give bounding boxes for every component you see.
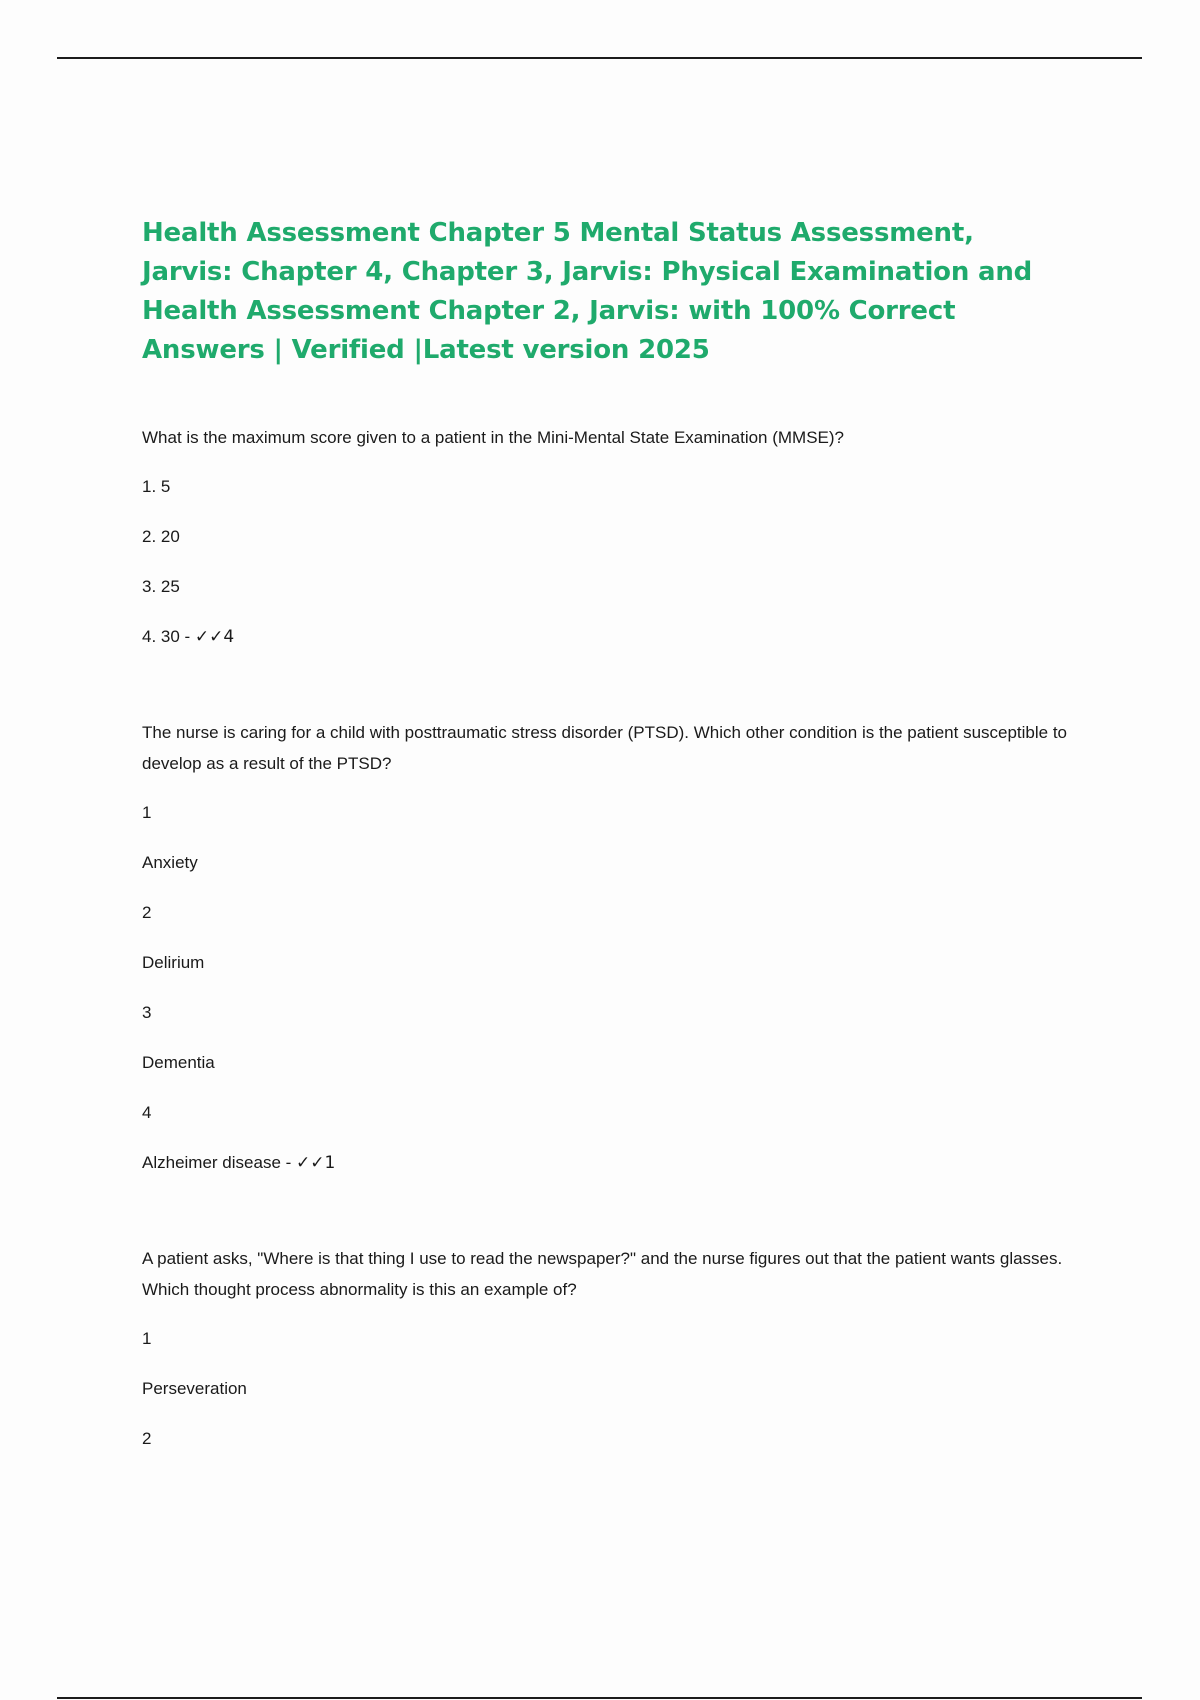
option-number: 2: [142, 1429, 152, 1448]
question-text: The nurse is caring for a child with posttraumatic stress disorder (PTSD). Which other condition is the patient susceptible to develop as a result of the PTSD?: [142, 723, 1068, 773]
correct-answer-mark: ✓✓4: [194, 627, 235, 647]
question-3: [142, 1243, 1072, 1454]
option-line: 2. 20: [142, 527, 180, 546]
question-text: A patient asks, "Where is that thing I use to read the newspaper?" and the nurse figures out that the patient wants glasses. Which thought process abnormality is this an example of?: [142, 1249, 1063, 1299]
bottom-rule: [57, 1697, 1142, 1699]
top-rule: [57, 57, 1142, 59]
question-text: What is the maximum score given to a patient in the Mini-Mental State Examination (MMSE)?: [142, 428, 845, 447]
option-number: 3: [142, 1003, 152, 1022]
option-line: 3. 25: [142, 577, 180, 596]
document-title: Health Assessment Chapter 5 Mental Status Assessment, Jarvis: Chapter 4, Chapter 3, Jarvis: Physical Examination and Health Assessment Chapter 2, Jarvis: with 100% Correct Answers | Verified |Latest version 2025: [142, 218, 1033, 365]
option-text: Dementia: [142, 1053, 215, 1072]
question-1: [142, 422, 1072, 653]
option-line: 1. 5: [142, 477, 171, 496]
document-content: [142, 214, 1072, 1518]
option-text: Delirium: [142, 953, 205, 972]
option-text: Perseveration: [142, 1379, 247, 1398]
answer-line: [142, 621, 1072, 653]
option-number: 1: [142, 1329, 152, 1348]
question-2: [142, 717, 1072, 1179]
correct-answer-mark: ✓✓1: [296, 1153, 336, 1173]
option-text: Anxiety: [142, 853, 198, 872]
answer-option: 4. 30 -: [142, 627, 195, 646]
option-number: 4: [142, 1103, 152, 1122]
option-number: 1: [142, 803, 152, 822]
option-number: 2: [142, 903, 152, 922]
answer-option: Alzheimer disease -: [142, 1153, 297, 1172]
answer-line: [142, 1147, 1072, 1179]
